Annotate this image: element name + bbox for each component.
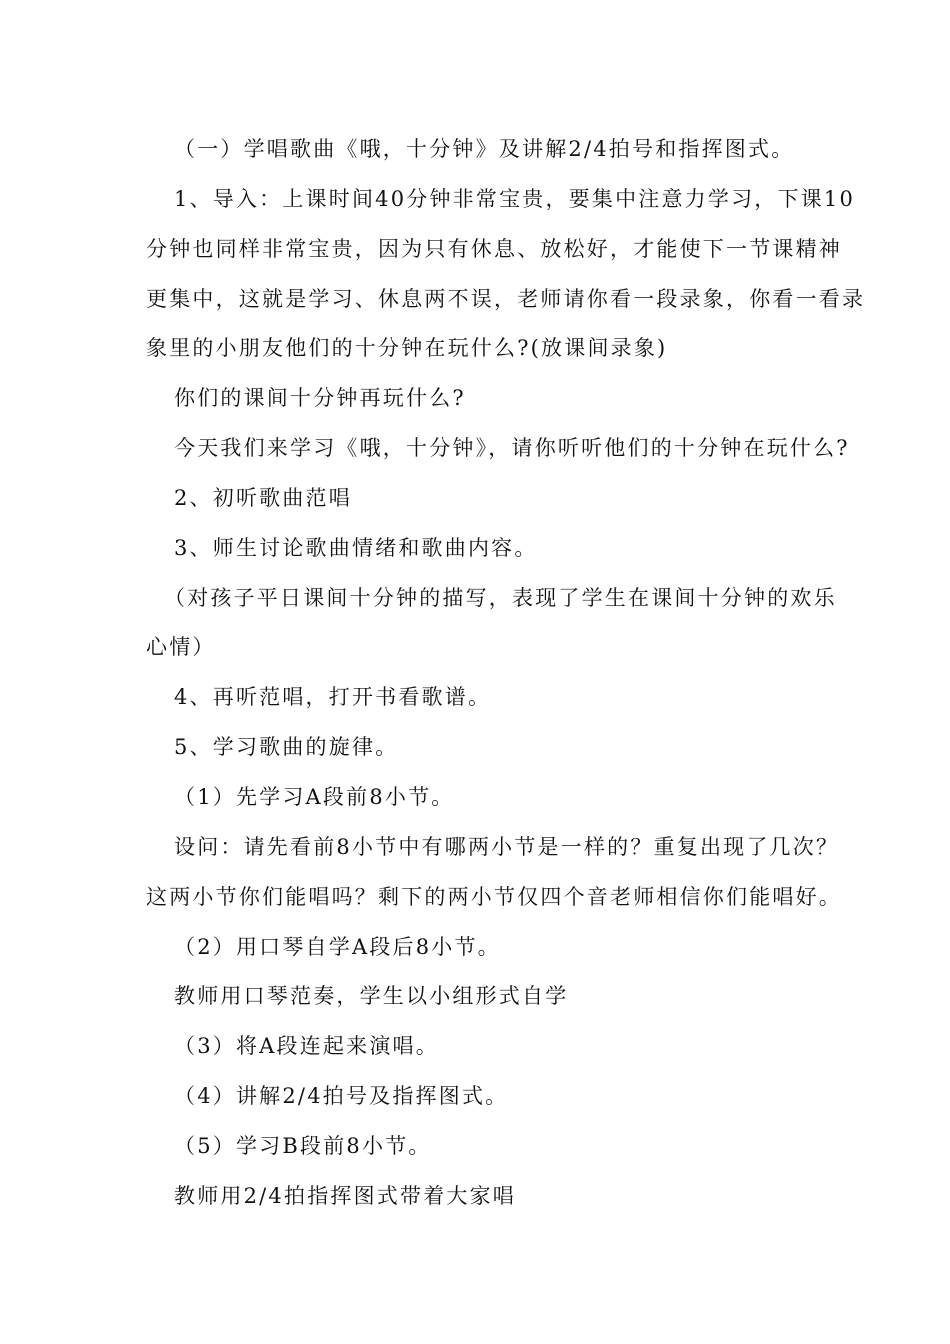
paragraph-line: （对孩子平日课间十分钟的描写，表现了学生在课间十分钟的欢乐	[164, 586, 837, 610]
paragraph-line: 更集中，这就是学习、休息两不误，老师请你看一段录象，你看一看录	[146, 287, 866, 311]
paragraph-line: （3）将A段连起来演唱。	[174, 1034, 439, 1058]
paragraph-line: 这两小节你们能唱吗？剩下的两小节仅四个音老师相信你们能唱好。	[146, 885, 842, 909]
paragraph-line: 心情）	[146, 635, 216, 659]
paragraph-line: 象里的小朋友他们的十分钟在玩什么?(放课间录象)	[146, 336, 668, 360]
paragraph-line: （1）先学习A段前8小节。	[174, 785, 455, 809]
paragraph-line: （4）讲解2/4拍号及指挥图式。	[174, 1084, 509, 1108]
paragraph-line: 4、再听范唱，打开书看歌谱。	[174, 685, 492, 709]
paragraph-line: 分钟也同样非常宝贵，因为只有休息、放松好，才能使下一节课精神	[146, 237, 842, 261]
paragraph-line: 3、师生讨论歌曲情绪和歌曲内容。	[174, 536, 538, 560]
paragraph-line: 今天我们来学习《哦，十分钟》，请你听听他们的十分钟在玩什么?	[174, 436, 850, 460]
paragraph-line: 1、导入：上课时间40分钟非常宝贵，要集中注意力学习，下课10	[174, 187, 856, 211]
paragraph-line: 设问：请先看前8小节中有哪两小节是一样的？重复出现了几次？	[174, 835, 840, 859]
paragraph-line: 教师用2/4拍指挥图式带着大家唱	[174, 1184, 516, 1208]
paragraph-line: 教师用口琴范奏，学生以小组形式自学	[174, 984, 569, 1008]
paragraph-line: （5）学习B段前8小节。	[174, 1134, 432, 1158]
section-heading: （一）学唱歌曲《哦，十分钟》及讲解2/4拍号和指挥图式。	[174, 137, 795, 161]
paragraph-line: （2）用口琴自学A段后8小节。	[174, 935, 501, 959]
paragraph-line: 你们的课间十分钟再玩什么?	[174, 386, 466, 410]
paragraph-line: 2、初听歌曲范唱	[174, 486, 352, 510]
paragraph-line: 5、学习歌曲的旋律。	[174, 735, 399, 759]
